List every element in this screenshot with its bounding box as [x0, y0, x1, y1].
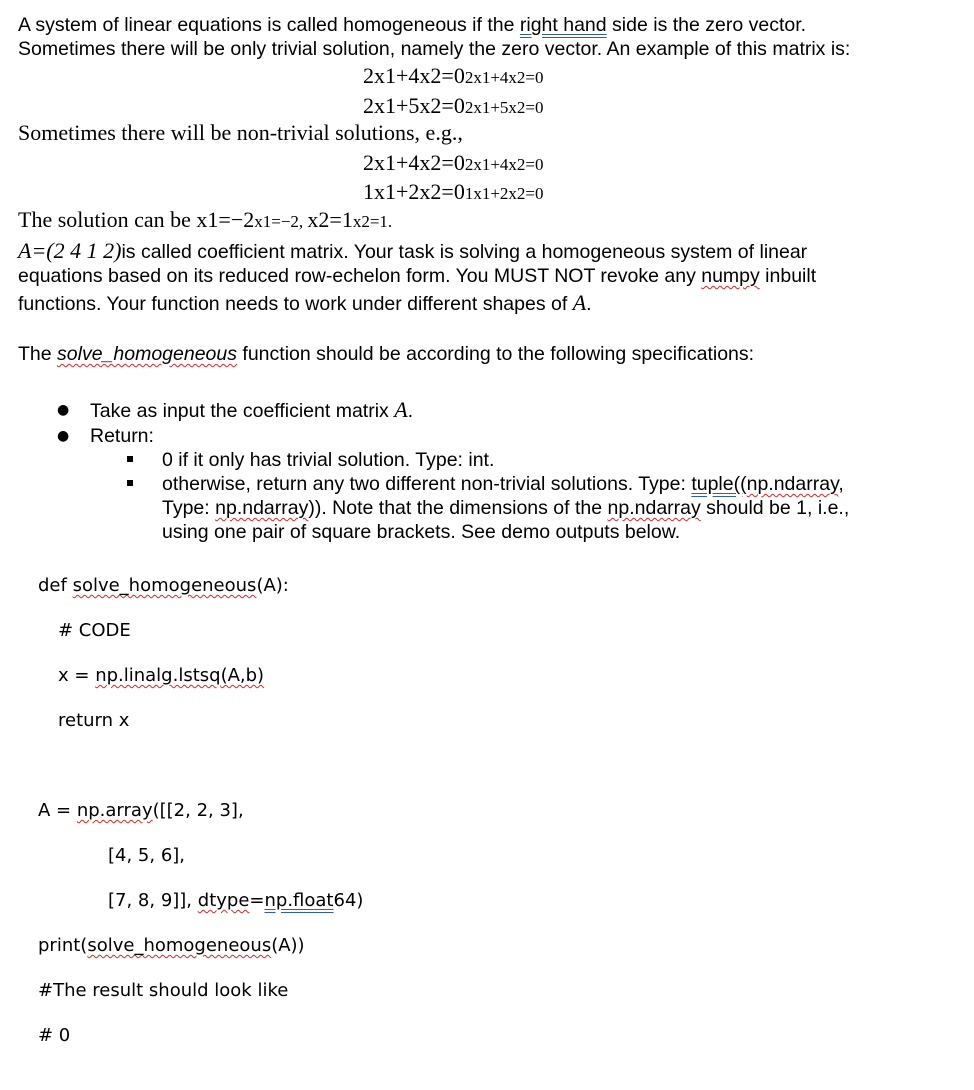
spec-text: The: [18, 343, 58, 365]
sub-bullet-2-note-end: should be 1, i.e.,: [700, 497, 850, 519]
coef-dot: .: [586, 293, 592, 315]
code-array-line: [38, 800, 244, 822]
code-array-row-2: [4, 5, 6],: [108, 845, 186, 866]
matrix-A: A: [572, 290, 587, 315]
sub-bullet-2-type: Type:: [162, 497, 216, 519]
bullet-dot-1: ●: [57, 402, 70, 418]
equation-3-tail: 2x1+4x2=0: [464, 155, 544, 174]
coefficient-matrix: A=(2 4 1 2): [18, 238, 122, 263]
coef-text-2: equations based on its reduced row-echelon form. You MUST NOT revoke any: [18, 265, 702, 287]
code-def-args: (A):: [256, 575, 289, 596]
right-hand-link[interactable]: right hand: [519, 14, 607, 36]
code-print: print(: [38, 935, 88, 956]
bullet-1-dot: .: [407, 400, 414, 422]
bullet-dot-2: ●: [57, 428, 70, 444]
bullet-1-A: A: [394, 397, 408, 422]
code-lstsq-call: np.linalg.lstsq: [95, 665, 221, 686]
code-dtype-eq: =: [249, 890, 265, 911]
code-def-function: solve_homogeneous: [72, 575, 257, 596]
coef-text-3: functions. Your function needs to work under different shapes of: [18, 293, 573, 315]
np-ndarray-word: np.ndarray: [746, 473, 839, 495]
equation-2: [363, 93, 544, 121]
coef-text: is called coefficient matrix. Your task is solving a homogeneous system of linear: [121, 241, 808, 263]
np-ndarray-word-3: np.ndarray: [607, 497, 701, 519]
equation-1: [363, 63, 544, 91]
bullet-1-text: Take as input the coefficient matrix: [90, 400, 395, 422]
tuple-word: tuple((: [691, 473, 747, 495]
code-float-end: 64): [333, 890, 364, 911]
equation-3: [363, 150, 544, 178]
coef-line-3: [18, 291, 592, 316]
code-lstsq-args: (A,b): [220, 665, 265, 686]
sub-bullet-2-line-3: using one pair of square brackets. See demo outputs below.: [162, 521, 681, 543]
intro-line-2: Sometimes there will be only trivial solution, namely the zero vector. An example of this matrix is:: [18, 38, 851, 60]
solution-x1: x1=−2: [196, 207, 255, 232]
solution-line: [18, 208, 392, 234]
coef-line-2: [18, 264, 816, 288]
np-ndarray-word-2: np.ndarray: [215, 497, 309, 519]
equation-2-main: 2x1+5x2=0: [363, 93, 465, 118]
code-array-row-3-line: [108, 890, 363, 912]
sub-bullet-square-2: [127, 480, 133, 486]
numpy-word: numpy: [701, 265, 760, 287]
sub-bullet-2-text: otherwise, return any two different non-trivial solutions. Type:: [162, 473, 692, 495]
spec-function-name: solve_homogeneous: [57, 343, 237, 365]
code-print-function: solve_homogeneous: [87, 935, 272, 956]
bullet-1: [90, 398, 413, 423]
sub-bullet-2-comma: ,: [838, 473, 844, 495]
intro-text: A system of linear equations is called homogeneous if the: [18, 14, 520, 36]
equation-1-tail: 2x1+4x2=0: [464, 68, 544, 87]
code-print-line: [38, 935, 305, 957]
equation-1-main: 2x1+4x2=0: [363, 63, 465, 88]
sub-bullet-square-1: [127, 456, 133, 462]
solution-x2-tail: x2=1.: [352, 212, 393, 231]
sub-bullet-2-line-2: [162, 496, 849, 520]
code-assign-line: [58, 665, 264, 687]
bullet-2: Return:: [90, 425, 154, 447]
equation-4: [363, 179, 544, 207]
solution-text: The solution can be: [18, 207, 197, 232]
solution-x2: x2=1: [307, 207, 353, 232]
code-array-assign: A =: [38, 800, 77, 821]
code-result-comment: #The result should look like: [38, 980, 289, 1001]
code-x-assign: x =: [58, 665, 96, 686]
code-dtype: dtype: [197, 890, 250, 911]
equation-4-main: 1x1+2x2=0: [363, 179, 465, 204]
spec-line: [18, 342, 754, 366]
equation-2-tail: 2x1+5x2=0: [464, 98, 544, 117]
code-array-row-3: [7, 8, 9]],: [108, 890, 198, 911]
solution-x1-tail: x1=−2,: [254, 212, 308, 231]
sub-bullet-2: [162, 472, 844, 496]
coef-text-2-end: inbuilt: [759, 265, 817, 287]
code-comment: # CODE: [58, 620, 131, 641]
equation-3-main: 2x1+4x2=0: [363, 150, 465, 175]
nontrivial-text: Sometimes there will be non-trivial solutions, e.g.,: [18, 120, 463, 145]
code-def-line: [38, 575, 289, 597]
code-print-args: (A)): [271, 935, 305, 956]
sub-bullet-2-note: )). Note that the dimensions of the: [308, 497, 608, 519]
code-zero-output: # 0: [38, 1025, 71, 1046]
intro-line-1: [18, 13, 806, 37]
code-np-array: np.array: [76, 800, 153, 821]
coef-line-1: [18, 239, 807, 264]
code-return-line: return x: [58, 710, 130, 731]
code-np-float: np.float: [264, 890, 334, 911]
spec-text-end: function should be according to the following specifications:: [237, 343, 755, 365]
sub-bullet-1: 0 if it only has trivial solution. Type: int.: [162, 449, 495, 471]
equation-4-tail: 1x1+2x2=0: [464, 184, 544, 203]
code-def-keyword: def: [38, 575, 73, 596]
code-array-row-1: ([[2, 2, 3],: [152, 800, 244, 821]
intro-text-end: side is the zero vector.: [606, 14, 807, 36]
